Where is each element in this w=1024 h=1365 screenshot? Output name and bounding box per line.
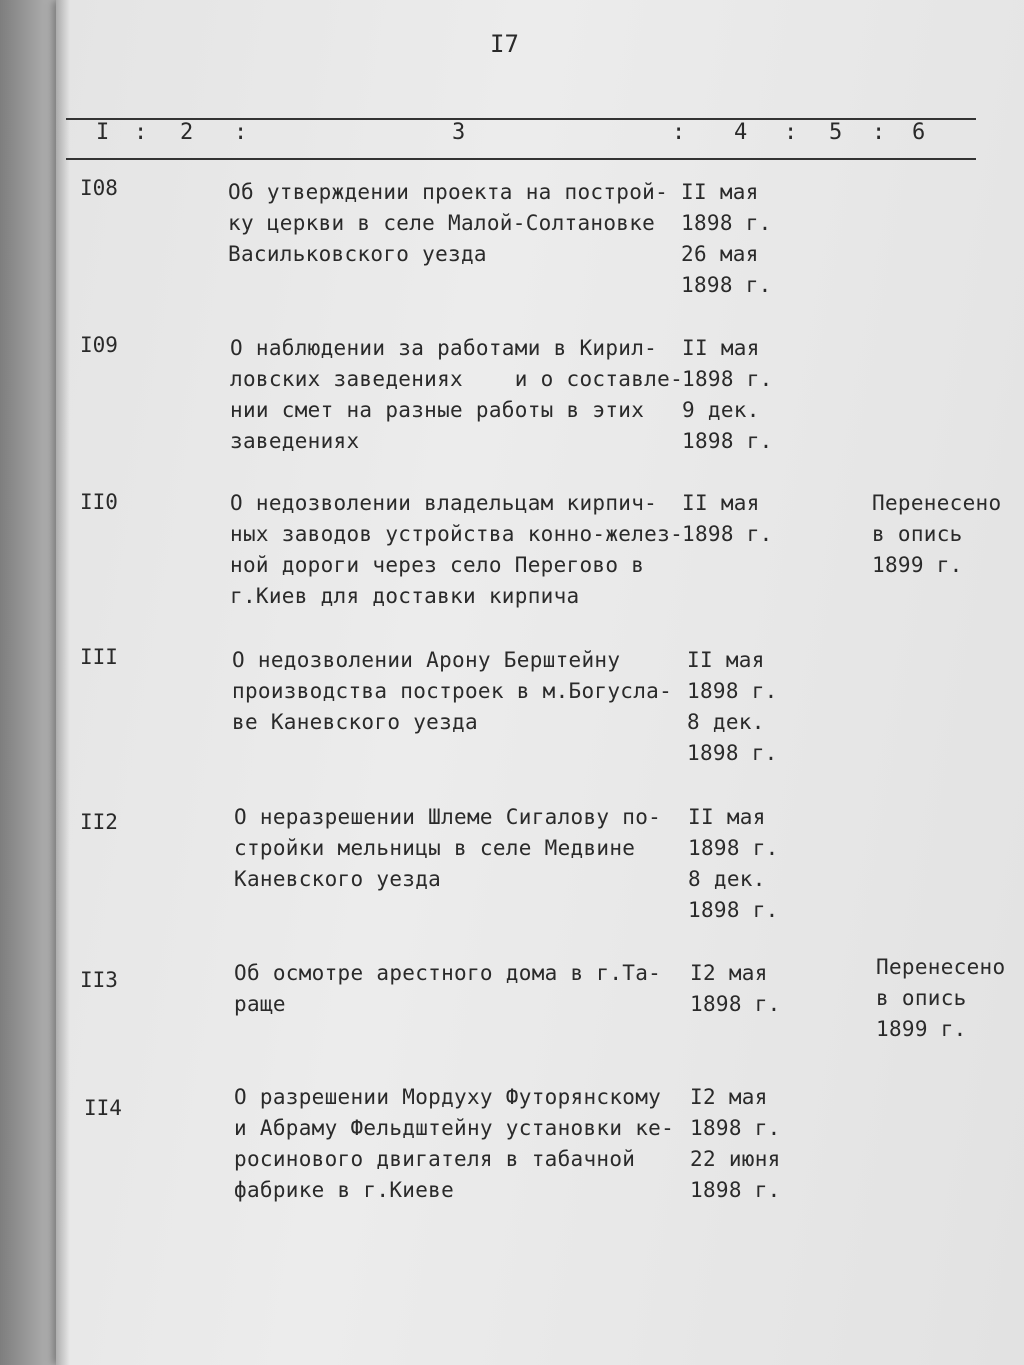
entry-title: Об осмотре арестного дома в г.Та- раще — [234, 961, 662, 1016]
entry-title: О разрешении Мордуху Футорянскому и Абраму Фельдштейну установки ке- росинового двигателя в табачной фабрике в г.Киеве — [234, 1085, 675, 1202]
entry-note: Перенесено в опись 1899 г. — [872, 491, 1002, 577]
entry-number: II4 — [84, 1096, 122, 1120]
underlying-page-edge — [0, 0, 60, 1365]
header-sep-2: : — [234, 120, 248, 145]
header-sep-4: : — [784, 120, 798, 145]
entry-title: О неразрешении Шлеме Сигалову по- стройки мельницы в селе Медвине Каневского уезда — [234, 805, 662, 891]
header-sep-3: : — [672, 120, 686, 145]
header-col-5: 5 — [829, 120, 843, 145]
header-sep-5: : — [872, 120, 886, 145]
entry-number: II0 — [80, 490, 118, 514]
entry-note: Перенесено в опись 1899 г. — [876, 955, 1006, 1041]
table-header-bottom-rule — [66, 158, 976, 160]
entry-number: I08 — [80, 176, 118, 200]
entry-title: О наблюдении за работами в Кирил- ловских заведениях и о составле- нии смет на разные работы в этих заведениях — [230, 336, 684, 453]
entry-number: II2 — [80, 810, 118, 834]
page-number: I7 — [490, 30, 519, 58]
entry-title: Об утверждении проекта на построй- ку церкви в селе Малой-Солтановке Васильковского уезда — [228, 180, 669, 266]
entry-title: О недозволении владельцам кирпич- ных заводов устройства конно-желез- ной дороги через село Перегово в г.Киев для доставки кирпича — [230, 491, 684, 608]
header-col-4: 4 — [734, 120, 748, 145]
entry-dates: II мая 1898 г. 9 дек. 1898 г. — [682, 336, 773, 453]
header-sep-1: : — [134, 120, 148, 145]
entry-number: III — [80, 645, 118, 669]
page-edge-shadow — [56, 0, 70, 1365]
entry-dates: II мая 1898 г. 8 дек. 1898 г. — [688, 805, 779, 922]
entry-dates: I2 мая 1898 г. 22 июня 1898 г. — [690, 1085, 781, 1202]
entry-title: О недозволении Арону Берштейну производства построек в м.Богусла- ве Каневского уезда — [232, 648, 673, 734]
header-col-2: 2 — [180, 120, 194, 145]
entry-dates: I2 мая 1898 г. — [690, 961, 781, 1016]
entry-number: I09 — [80, 333, 118, 357]
header-col-1: I — [96, 120, 110, 145]
header-col-6: 6 — [912, 120, 926, 145]
header-col-3: 3 — [452, 120, 466, 145]
entry-dates: II мая 1898 г. — [682, 491, 773, 546]
entry-dates: II мая 1898 г. 8 дек. 1898 г. — [687, 648, 778, 765]
entry-number: II3 — [80, 968, 118, 992]
entry-dates: II мая 1898 г. 26 мая 1898 г. — [681, 180, 772, 297]
